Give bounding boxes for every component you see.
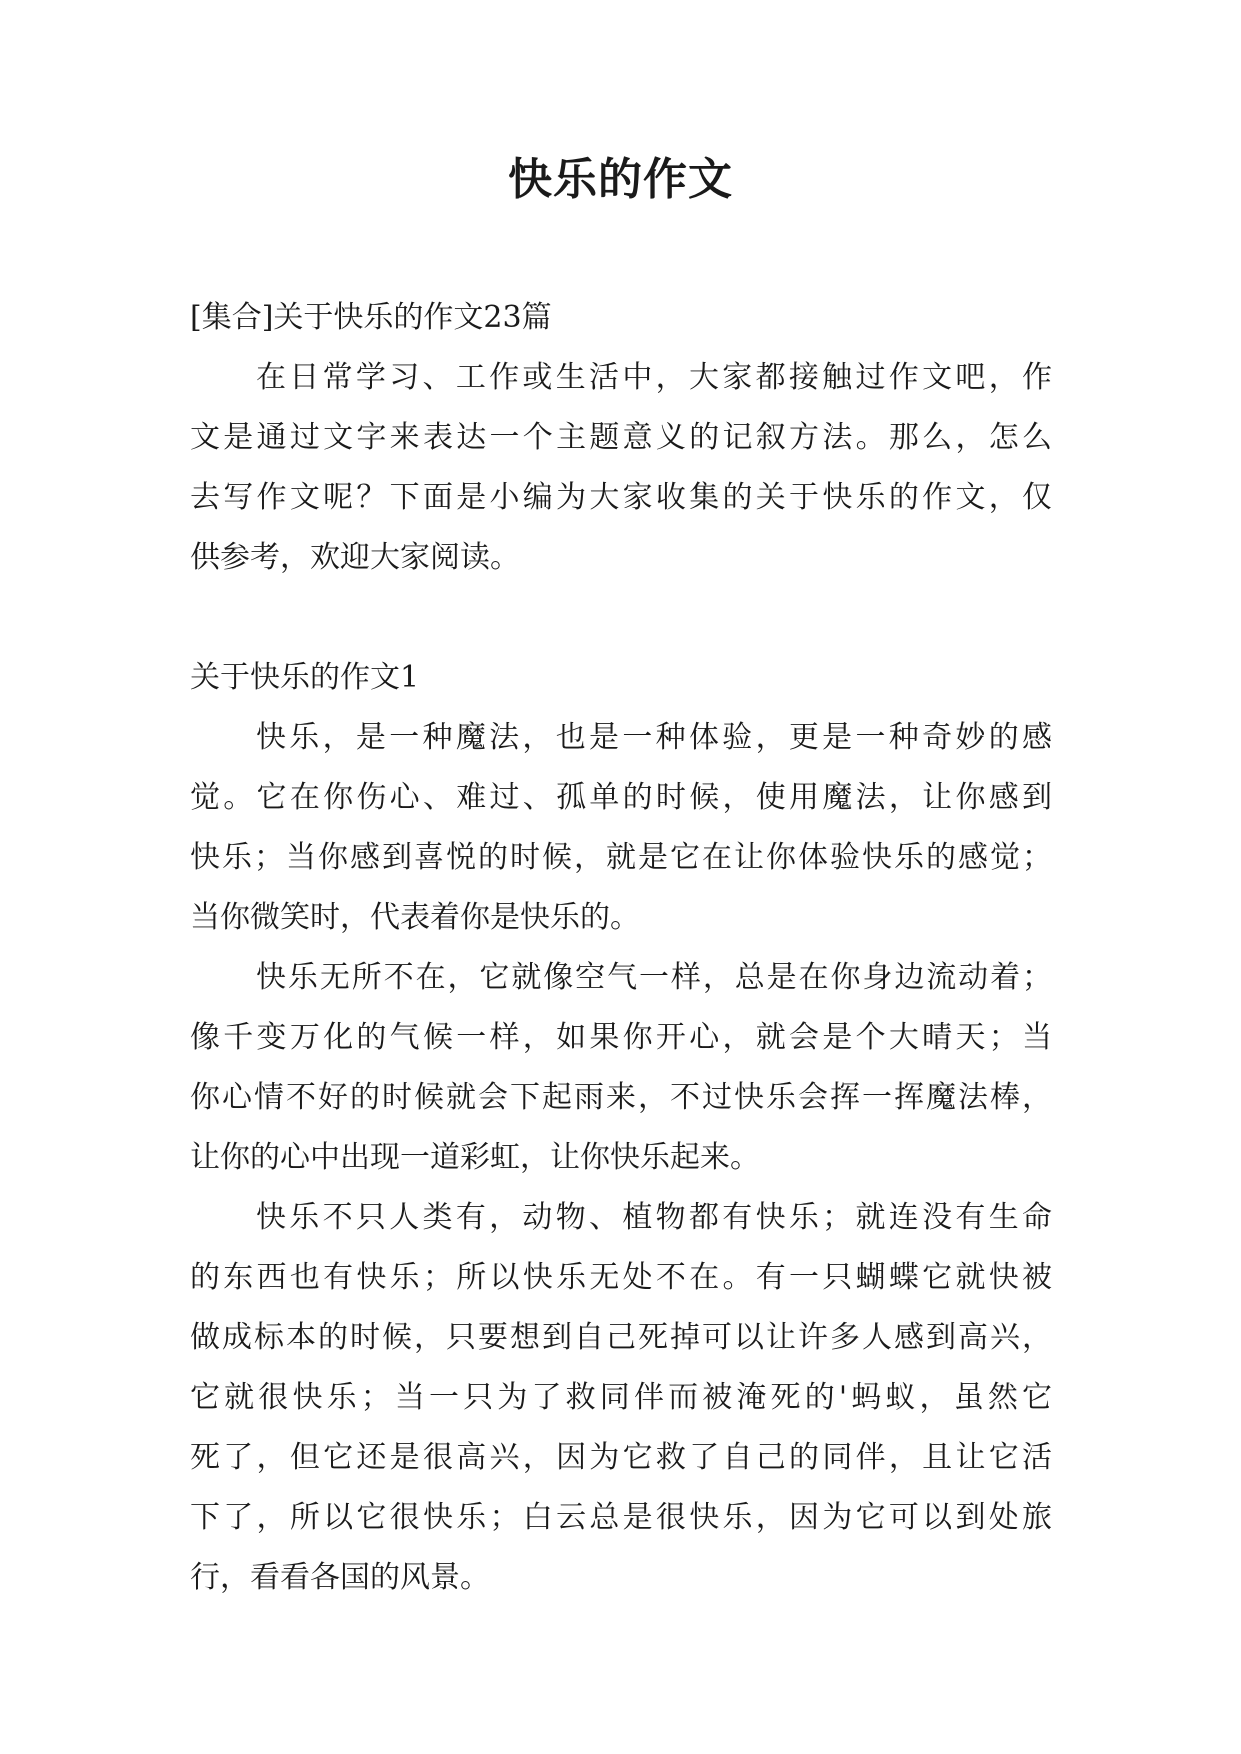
intro-line: 去写作文呢？下面是小编为大家收集的关于快乐的作文，仅 bbox=[190, 480, 1052, 515]
paragraph-line: 行，看看各国的风景。 bbox=[190, 1560, 490, 1595]
document-subtitle: [集合]关于快乐的作文23篇 bbox=[190, 300, 552, 335]
paragraph-line: 觉。它在你伤心、难过、孤单的时候，使用魔法，让你感到 bbox=[190, 780, 1052, 815]
paragraph-line: 下了，所以它很快乐；白云总是很快乐，因为它可以到处旅 bbox=[190, 1500, 1052, 1535]
paragraph-line: 快乐，是一种魔法，也是一种体验，更是一种奇妙的感 bbox=[256, 720, 1052, 755]
paragraph-line: 快乐无所不在，它就像空气一样，总是在你身边流动着； bbox=[256, 960, 1052, 995]
paragraph-line: 快乐不只人类有，动物、植物都有快乐；就连没有生命 bbox=[256, 1200, 1052, 1235]
paragraph-line: 你心情不好的时候就会下起雨来，不过快乐会挥一挥魔法棒， bbox=[190, 1080, 1052, 1115]
intro-line: 文是通过文字来表达一个主题意义的记叙方法。那么，怎么 bbox=[190, 420, 1052, 455]
paragraph-line: 的东西也有快乐；所以快乐无处不在。有一只蝴蝶它就快被 bbox=[190, 1260, 1052, 1295]
paragraph-line: 死了，但它还是很高兴，因为它救了自己的同伴，且让它活 bbox=[190, 1440, 1052, 1475]
paragraph-line: 像千变万化的气候一样，如果你开心，就会是个大晴天；当 bbox=[190, 1020, 1052, 1055]
section-heading: 关于快乐的作文1 bbox=[190, 660, 420, 695]
paragraph-line: 让你的心中出现一道彩虹，让你快乐起来。 bbox=[190, 1140, 760, 1175]
paragraph-2 bbox=[190, 948, 1052, 1188]
intro-line: 供参考，欢迎大家阅读。 bbox=[190, 540, 520, 575]
intro-line: 在日常学习、工作或生活中，大家都接触过作文吧，作 bbox=[256, 360, 1052, 395]
paragraph-line: 当你微笑时，代表着你是快乐的。 bbox=[190, 900, 640, 935]
document-body bbox=[190, 288, 1052, 1608]
document-title: 快乐的作文 bbox=[508, 154, 733, 205]
paragraph-1 bbox=[190, 708, 1052, 948]
spacer bbox=[190, 588, 1052, 648]
paragraph-line: 它就很快乐；当一只为了救同伴而被淹死的'蚂蚁，虽然它 bbox=[190, 1380, 1052, 1415]
paragraph-3 bbox=[190, 1188, 1052, 1608]
paragraph-line: 做成标本的时候，只要想到自己死掉可以让许多人感到高兴， bbox=[190, 1320, 1052, 1355]
paragraph-line: 快乐；当你感到喜悦的时候，就是它在让你体验快乐的感觉； bbox=[190, 840, 1052, 875]
intro-paragraph bbox=[190, 348, 1052, 588]
